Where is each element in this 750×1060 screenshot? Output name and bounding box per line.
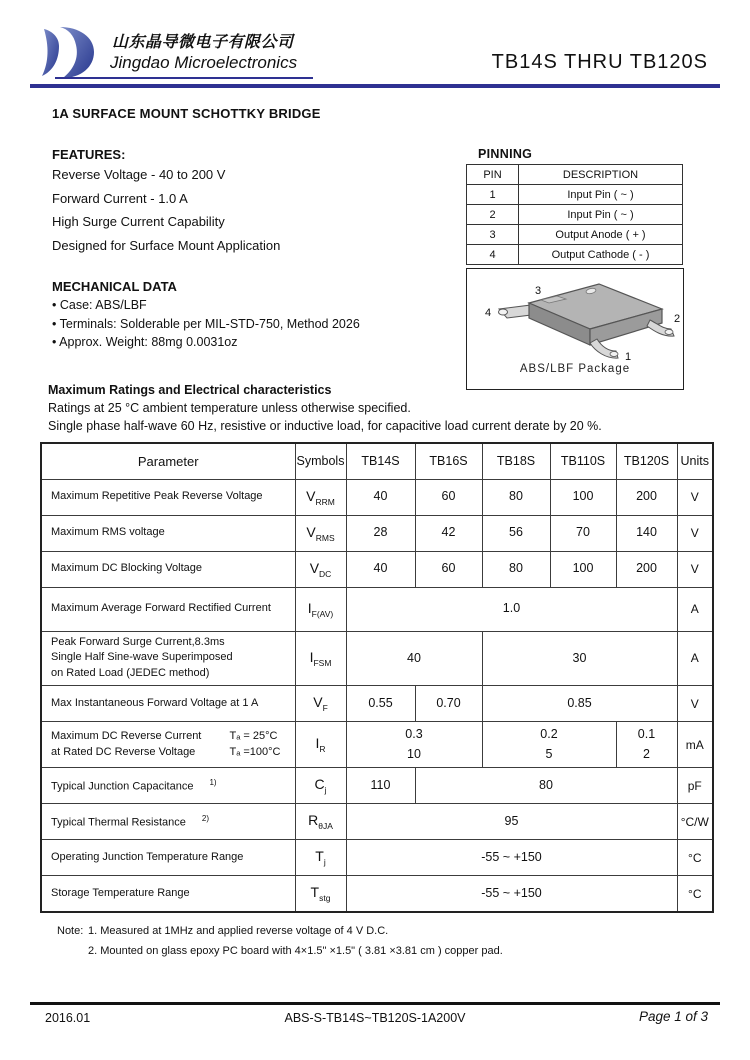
parameter-lines: [51, 850, 291, 866]
spec-header-row: [41, 443, 713, 479]
pinning-row: [467, 185, 683, 205]
symbol-cell: $V_{DC}$: [295, 551, 346, 587]
symbol-cell: $I_{FSM}$: [295, 631, 346, 686]
parameter-line: Maximum Average Forward Rectified Current: [51, 602, 271, 615]
parameter-lines: [51, 813, 291, 832]
value-cell: [415, 768, 677, 804]
parameter-line: at Rated DC Reverse Voltage: [51, 745, 196, 758]
value-cell: [616, 551, 677, 587]
value-line: 42: [441, 525, 456, 540]
value-cell: [550, 515, 616, 551]
parameter-cell: [41, 551, 295, 587]
value-cell: [346, 876, 677, 912]
unit-cell: pF: [677, 768, 713, 804]
value-line: 100: [572, 489, 594, 504]
spec-table-body: [41, 479, 713, 912]
unit-cell: °C/W: [677, 804, 713, 840]
feature-item: High Surge Current Capability: [52, 214, 225, 229]
symbol-cell: $V_{RMS}$: [295, 515, 346, 551]
parameter-line: Typical Junction Capacitance $^{1)}$: [51, 777, 217, 793]
value-cell: [346, 551, 415, 587]
symbol-subscript: RRM: [315, 496, 335, 507]
value-cell: [346, 479, 415, 515]
value-line: 1.0: [502, 601, 521, 616]
spec-header-cell: Units: [677, 443, 713, 479]
pinning-cell: Output Cathode ( - ): [519, 245, 683, 265]
parameter-cell: [41, 686, 295, 722]
parameter-line: Maximum DC Blocking Voltage: [51, 562, 203, 575]
pinning-cell: 1: [467, 185, 519, 205]
parameter-lines: [51, 696, 291, 712]
footer-page-number: Page 1 of 3: [638, 1009, 708, 1024]
spec-header-cell: TB14S: [346, 443, 415, 479]
value-line: 110: [370, 778, 391, 793]
value-cell: [550, 479, 616, 515]
symbol-cell: $V_F$: [295, 686, 346, 722]
parameter-lines: [51, 635, 291, 683]
parameter-cell: [41, 587, 295, 631]
pin-label-2: 2: [674, 313, 681, 325]
pinning-cell: Input Pin ( ~ ): [519, 205, 683, 225]
symbol-cell: $I_R$: [295, 722, 346, 768]
parameter-lines: [51, 729, 201, 761]
table-row: [41, 876, 713, 912]
symbol-cell: $T_j$: [295, 840, 346, 876]
value-line: 0.70: [436, 696, 461, 711]
symbol-subscript: stg: [319, 892, 331, 903]
feature-item: Forward Current - 1.0 A: [52, 190, 188, 206]
mechanical-item: • Case: ABS/LBF: [52, 298, 147, 312]
value-cell: [346, 686, 415, 722]
note-item: 2. Mounted on glass epoxy PC board with 4×1.5" ×1.5" ( 3.81 ×3.81 cm ) copper pad.: [88, 945, 503, 957]
note-label: Note:: [57, 925, 84, 937]
value-cell: [482, 551, 550, 587]
parameter-line: Typical Thermal Resistance $^{2)}$: [51, 813, 210, 829]
value-line: 200: [636, 489, 657, 504]
pinning-cell: 4: [467, 245, 519, 265]
table-row: [41, 840, 713, 876]
value-line: 40: [373, 561, 388, 576]
unit-cell: °C: [677, 876, 713, 912]
parameter-cell: [41, 479, 295, 515]
value-cell: [346, 840, 677, 876]
table-row: [41, 722, 713, 768]
table-row: [41, 804, 713, 840]
table-row: [41, 479, 713, 515]
spec-header-cell: TB110S: [550, 443, 616, 479]
value-line: 200: [636, 561, 657, 576]
parameter-line: Maximum DC Reverse Current: [51, 729, 202, 742]
unit-cell: A: [677, 631, 713, 686]
parameter-lines: [51, 886, 291, 902]
pin-label-3: 3: [535, 285, 542, 297]
package-figure: [466, 268, 684, 390]
value-line: 80: [509, 561, 523, 576]
parameter-line: Max Instantaneous Forward Voltage at 1 A: [51, 696, 259, 709]
page-title: 1A SURFACE MOUNT SCHOTTKY BRIDGE: [52, 106, 321, 121]
pinning-cell: Input Pin ( ~ ): [519, 185, 683, 205]
table-row: [41, 551, 713, 587]
value-line: 0.3: [405, 727, 423, 742]
symbol-subscript: FSM: [313, 657, 332, 668]
parameter-lines: [51, 489, 291, 505]
parameter-cell: [41, 515, 295, 551]
pinning-header-cell: PIN: [467, 165, 519, 185]
value-cell: [482, 722, 616, 768]
value-cell: [482, 686, 677, 722]
company-name-en: Jingdao Microelectronics: [110, 53, 298, 72]
value-line: 0.1: [637, 727, 656, 742]
notes-list: [88, 925, 503, 965]
pinning-table-body: [467, 185, 683, 265]
value-line: 60: [441, 561, 456, 576]
unit-cell: mA: [677, 722, 713, 768]
features-list: [52, 167, 280, 261]
table-row: [41, 768, 713, 804]
pin-label-1: 1: [625, 351, 632, 363]
company-name-cn: 山东晶导微电子有限公司: [112, 34, 294, 51]
spec-header-cell: Parameter: [41, 443, 295, 479]
mechanical-heading: MECHANICAL DATA: [52, 279, 177, 294]
parameter-lines: [51, 561, 291, 577]
parameter-line: Maximum RMS voltage: [51, 526, 165, 539]
value-cell: [482, 515, 550, 551]
parameter-cell: [41, 768, 295, 804]
feature-item: Reverse Voltage - 40 to 200 V: [52, 167, 226, 182]
table-row: [41, 515, 713, 551]
note-item: 1. Measured at 1MHz and applied reverse voltage of 4 V D.C.: [88, 925, 389, 937]
ratings-heading: Maximum Ratings and Electrical characteristics: [48, 383, 332, 397]
value-line: 80: [539, 778, 553, 793]
value-cell: [415, 479, 482, 515]
table-row: [41, 587, 713, 631]
value-line: 95: [504, 814, 519, 829]
value-line: 40: [407, 650, 421, 665]
symbol-cell: $R_{\theta JA}$: [295, 804, 346, 840]
value-cell: [415, 515, 482, 551]
pinning-header-row: [467, 165, 683, 185]
value-cell: [616, 722, 677, 768]
parameter-cell: [41, 840, 295, 876]
unit-cell: V: [677, 686, 713, 722]
pinning-row: [467, 245, 683, 265]
footer-rule: [30, 1002, 720, 1005]
package-drawing: [467, 269, 685, 363]
value-cell: [415, 551, 482, 587]
pinning-cell: 2: [467, 205, 519, 225]
value-line: 100: [572, 561, 594, 576]
value-line: 10: [407, 746, 421, 761]
unit-cell: A: [677, 587, 713, 631]
symbol-subscript: R: [319, 744, 326, 755]
pinning-table-head: [467, 165, 683, 185]
company-logo: [38, 26, 100, 80]
value-line: 5: [545, 746, 553, 761]
pinning-header-cell: DESCRIPTION: [519, 165, 683, 185]
spec-header-cell: TB120S: [616, 443, 677, 479]
value-cell: [346, 768, 415, 804]
spec-table: [40, 442, 714, 913]
ratings-condition-1: Ratings at 25 °C ambient temperature unless otherwise specified.: [48, 401, 411, 415]
value-line: 80: [509, 489, 523, 504]
value-cell: [482, 479, 550, 515]
parameter-line: Single Half Sine-wave Superimposed: [51, 651, 233, 664]
part-number-range: TB14S THRU TB120S: [491, 51, 708, 73]
symbol-subscript: F: [322, 703, 328, 714]
pinning-row: [467, 205, 683, 225]
value-line: 60: [441, 489, 456, 504]
feature-item: Designed for Surface Mount Application: [52, 237, 281, 253]
mechanical-list: [52, 298, 360, 354]
pinning-heading: PINNING: [478, 147, 533, 161]
note-ref: 1): [209, 777, 217, 787]
pinning-cell: Output Anode ( + ): [519, 225, 683, 245]
spec-header-cell: TB16S: [415, 443, 482, 479]
mechanical-item: • Approx. Weight: 88mg 0.0031oz: [52, 335, 238, 349]
pinning-table: [466, 164, 683, 265]
value-cell: [346, 804, 677, 840]
mechanical-item: • Terminals: Solderable per MIL-STD-750, Method 2026: [52, 316, 360, 331]
spec-header-cell: Symbols: [295, 443, 346, 479]
pin-label-4: 4: [485, 307, 492, 319]
footer-date: 2016.01: [45, 1011, 91, 1025]
value-cell: [346, 722, 482, 768]
symbol-subscript: DC: [319, 568, 332, 579]
value-cell: [550, 551, 616, 587]
condition-line: Tₐ =100°C: [229, 745, 281, 758]
symbol-cell: $V_{RRM}$: [295, 479, 346, 515]
pinning-row: [467, 225, 683, 245]
symbol-subscript: F(AV): [311, 608, 334, 619]
symbol-cell: $C_j$: [295, 768, 346, 804]
unit-cell: °C: [677, 840, 713, 876]
parameter-conditions: [230, 729, 281, 761]
parameter-flex: [51, 729, 291, 761]
features-heading: FEATURES:: [52, 147, 126, 162]
value-line: 70: [576, 525, 590, 540]
condition-line: Tₐ = 25°C: [229, 729, 278, 742]
symbol-subscript: j: [323, 857, 326, 868]
value-line: 56: [509, 525, 523, 540]
parameter-lines: [51, 601, 291, 617]
parameter-line: on Rated Load (JEDEC method): [51, 667, 210, 680]
footer-document-id: ABS-S-TB14S~TB120S-1A200V: [284, 1011, 466, 1025]
parameter-cell: [41, 722, 295, 768]
value-line: 40: [373, 489, 388, 504]
unit-cell: V: [677, 515, 713, 551]
pinning-cell: 3: [467, 225, 519, 245]
value-cell: [346, 631, 482, 686]
value-line: 28: [373, 525, 388, 540]
value-cell: [482, 631, 677, 686]
parameter-line: Storage Temperature Range: [51, 886, 190, 899]
value-line: 140: [636, 525, 657, 540]
value-line: 2: [643, 746, 650, 761]
unit-cell: V: [677, 479, 713, 515]
parameter-cell: [41, 804, 295, 840]
package-caption: ABS/LBF Package: [519, 363, 631, 375]
symbol-cell: $I_{F(AV)}$: [295, 587, 346, 631]
value-cell: [616, 515, 677, 551]
value-line: 30: [572, 650, 587, 665]
parameter-cell: [41, 876, 295, 912]
parameter-line: Peak Forward Surge Current,8.3ms: [51, 635, 225, 648]
logo-underline: [55, 77, 313, 79]
symbol-subscript: θJA: [318, 821, 333, 832]
parameter-lines: [51, 777, 291, 796]
symbol-cell: $T_{stg}$: [295, 876, 346, 912]
table-row: [41, 686, 713, 722]
parameter-line: Operating Junction Temperature Range: [51, 850, 244, 863]
unit-cell: V: [677, 551, 713, 587]
ratings-condition-2: Single phase half-wave 60 Hz, resistive or inductive load, for capacitive load current derate by 20 %.: [48, 419, 602, 433]
symbol-subscript: j: [324, 785, 327, 796]
spec-header-cell: TB18S: [482, 443, 550, 479]
parameter-line: Maximum Repetitive Peak Reverse Voltage: [51, 490, 263, 503]
parameter-lines: [51, 525, 291, 541]
value-line: 0.2: [540, 727, 558, 742]
table-row: [41, 631, 713, 686]
note-ref: 2): [201, 813, 210, 823]
value-cell: [616, 479, 677, 515]
value-cell: [346, 515, 415, 551]
value-line: -55 ~ +150: [481, 850, 542, 865]
value-line: -55 ~ +150: [481, 885, 542, 900]
value-line: 0.85: [567, 696, 592, 711]
value-cell: [346, 587, 677, 631]
parameter-cell: [41, 631, 295, 686]
spec-table-head: [41, 443, 713, 479]
symbol-subscript: RMS: [315, 532, 335, 543]
header-rule: [30, 84, 720, 88]
value-cell: [415, 686, 482, 722]
value-line: 0.55: [368, 696, 393, 711]
